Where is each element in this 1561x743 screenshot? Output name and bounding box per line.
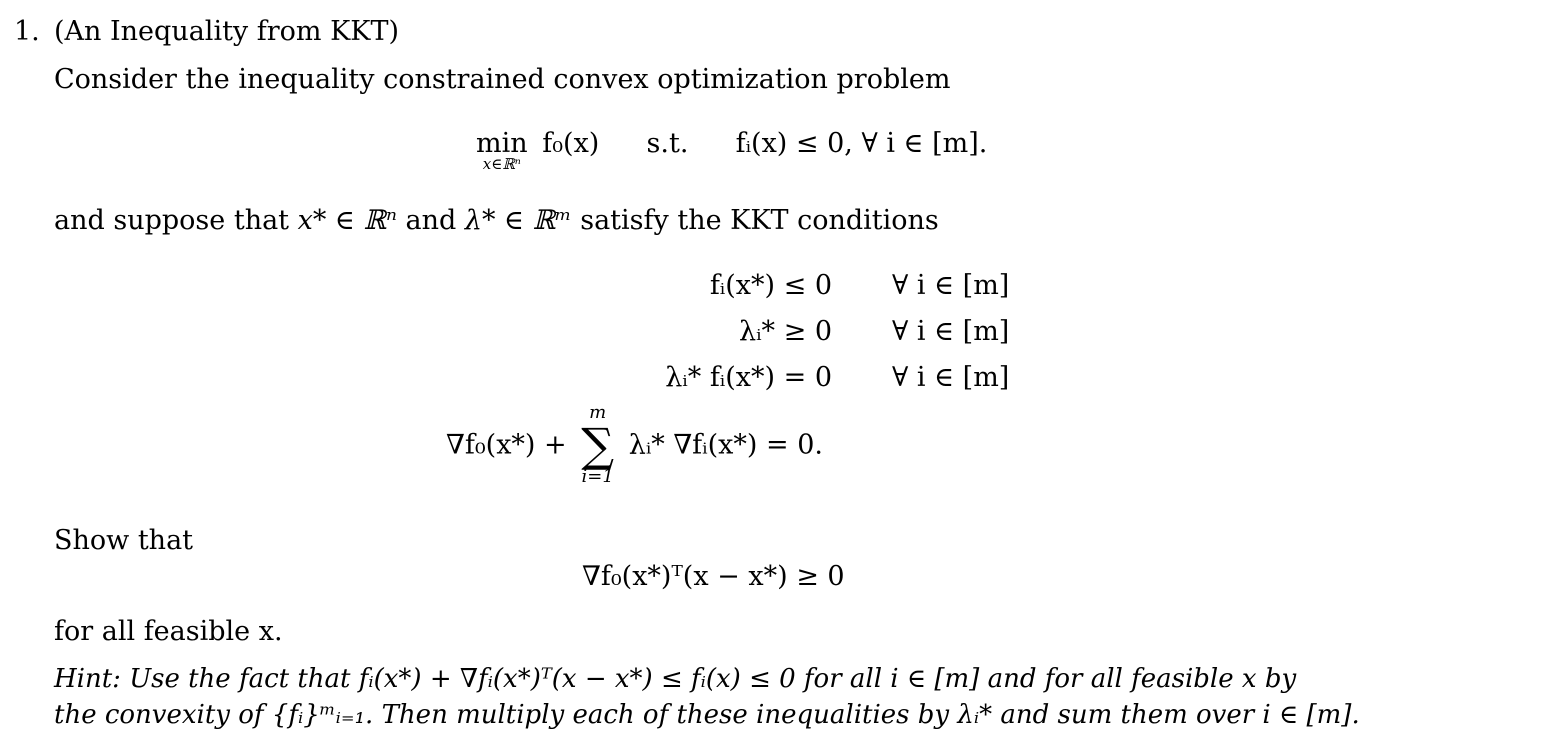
for-all-feasible: for all feasible x. [54, 616, 283, 647]
summation [581, 404, 614, 486]
problem-number: 1. [14, 16, 40, 47]
x-star: x* ∈ ℝⁿ [297, 205, 397, 236]
kkt-row [502, 272, 1062, 318]
stationarity-equation [446, 404, 823, 486]
sum-lower: i=1 [581, 466, 614, 487]
hint-line-2: the convexity of {fᵢ}ᵐᵢ₌₁. Then multiply each of these inequalities by λᵢ* and sum them over i ∈ [m]. [54, 700, 1360, 730]
kkt-lhs: fᵢ(x*) ≤ 0 [709, 270, 832, 301]
intro-text: Consider the inequality constrained convex optimization problem [54, 64, 951, 95]
kkt-lhs: λᵢ* fᵢ(x*) = 0 [665, 362, 832, 393]
suppose-prefix: and suppose that [54, 205, 290, 236]
kkt-lhs: λᵢ* ≥ 0 [738, 316, 832, 347]
min-operator [476, 130, 528, 172]
show-that: Show that [54, 525, 194, 556]
sum-upper: m [589, 402, 607, 423]
suppose-line [54, 207, 939, 234]
suppose-and: and [405, 205, 457, 236]
target-inequality: ∇f₀(x*)ᵀ(x − x*) ≥ 0 [582, 561, 845, 592]
min-label: min [476, 128, 528, 159]
objective-display [476, 130, 987, 172]
subject-to: s.t. [646, 128, 689, 159]
problem-title: (An Inequality from KKT) [54, 16, 399, 47]
objective-function: f₀(x) [542, 128, 600, 159]
kkt-rhs: ∀ i ∈ [m] [892, 270, 1010, 301]
sigma-symbol: ∑ [581, 418, 615, 472]
stationarity-right: λᵢ* ∇fᵢ(x*) = 0. [628, 429, 823, 461]
kkt-conditions [502, 272, 1062, 410]
constraint: fᵢ(x) ≤ 0, ∀ i ∈ [m]. [735, 128, 988, 159]
stationarity-left: ∇f₀(x*) + [446, 429, 567, 461]
kkt-rhs: ∀ i ∈ [m] [892, 362, 1010, 393]
lambda-star: λ* ∈ ℝᵐ [464, 205, 572, 236]
min-subscript: x∈ℝⁿ [482, 155, 521, 173]
hint-line-1: Hint: Use the fact that fᵢ(x*) + ∇fᵢ(x*)ᵀ(x − x*) ≤ fᵢ(x) ≤ 0 for all i ∈ [m] and for all feasible x by [54, 664, 1297, 694]
kkt-row [502, 318, 1062, 364]
kkt-rhs: ∀ i ∈ [m] [892, 316, 1010, 347]
suppose-suffix: satisfy the KKT conditions [580, 205, 939, 236]
